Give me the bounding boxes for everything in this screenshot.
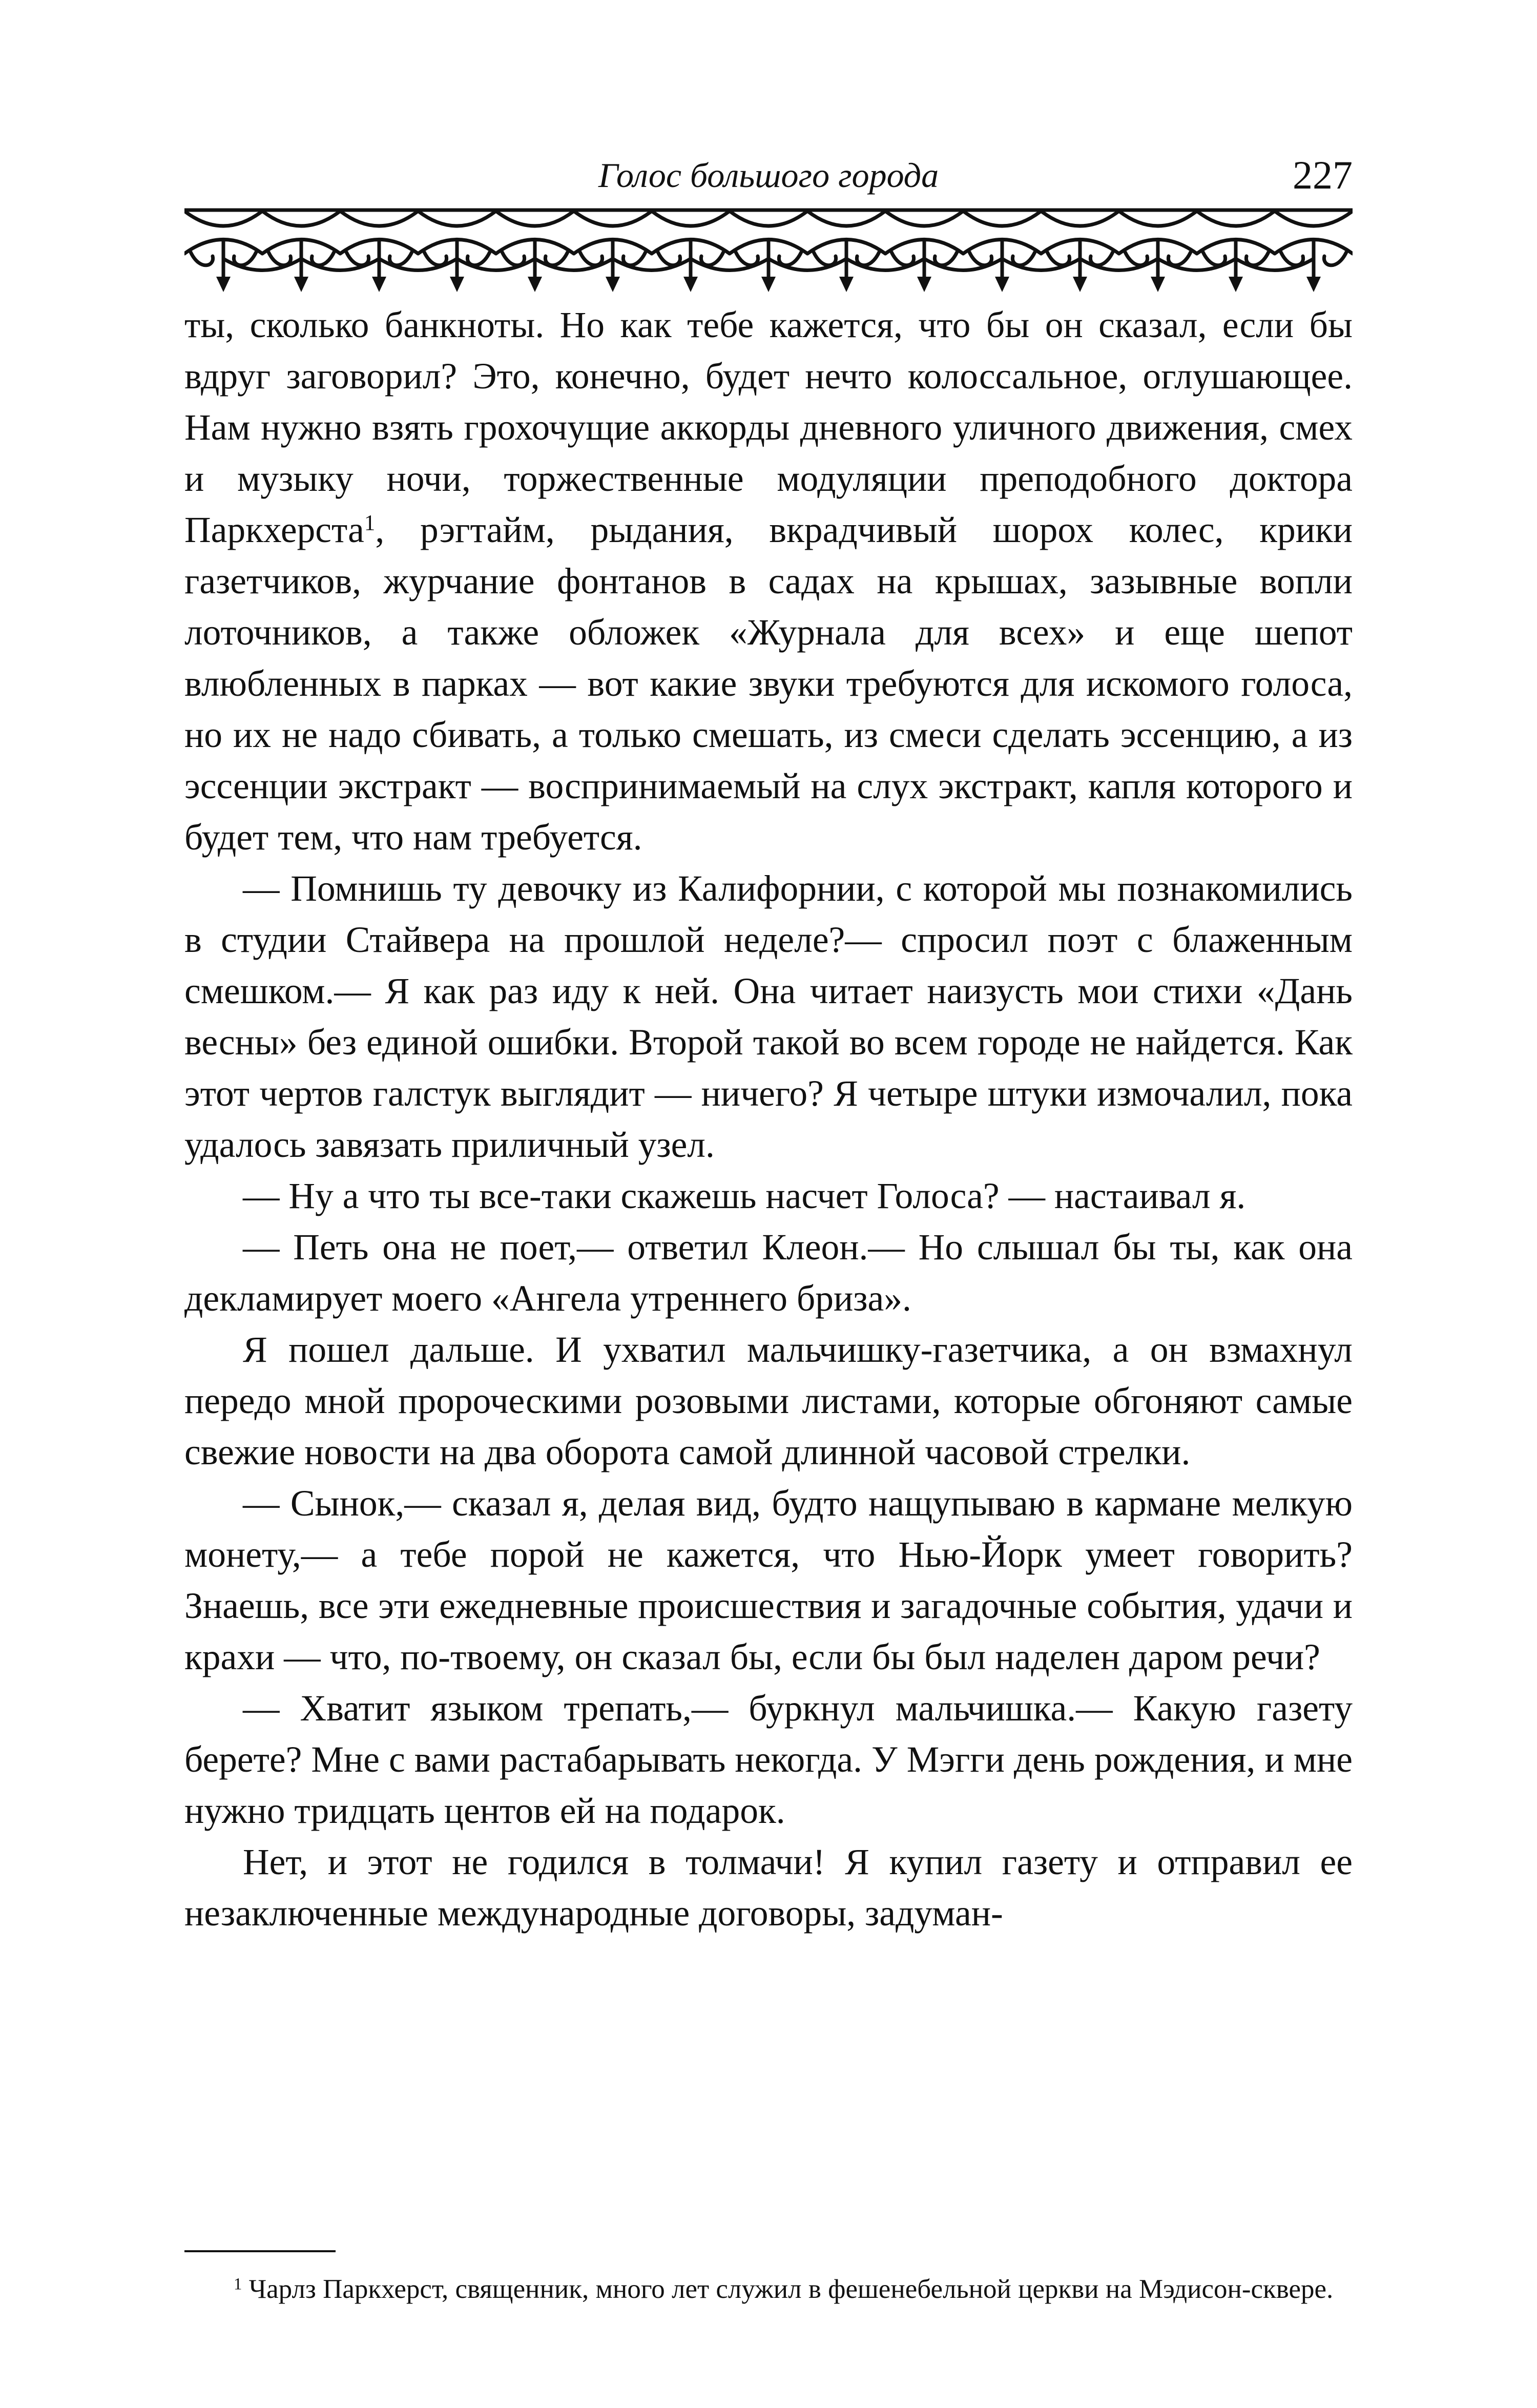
paragraph: Нет, и этот не годился в толмачи! Я купил газету и отправил ее незаключенные международные договоры, задуман- xyxy=(184,1842,1353,1934)
paragraph-text: ты, сколько банкноты. Но как тебе кажется, что бы он сказал, если бы вдруг заговорил? Это, конечно, будет нечто колоссальное, оглушающее. Нам нужно взять грохочущие аккорды дневного уличного движения, смех и музыку ночи, торжественные модуляции преподобного доктора Паркхерста xyxy=(184,305,1353,550)
paragraph xyxy=(184,300,1353,863)
footnote-reference: 1 xyxy=(364,511,376,535)
footnote-divider xyxy=(184,2250,336,2252)
paragraph: Я пошел дальше. И ухватил мальчишку-газетчика, а он взмахнул передо мной пророческими розовыми листами, которые обгоняют самые свежие новости на два оборота самой длинной часовой стрелки. xyxy=(184,1330,1353,1472)
paragraph: — Ну а что ты все-таки скажешь насчет Голоса? — настаивал я. xyxy=(243,1176,1246,1216)
footnote-text: Чарлз Паркхерст, священник, много лет служил в фешенебельной церкви на Мэдисон-сквере. xyxy=(248,2274,1334,2304)
decorative-header-border xyxy=(184,205,1353,295)
footnote-marker: 1 xyxy=(234,2275,242,2294)
paragraph: — Помнишь ту девочку из Калифорнии, с которой мы познакомились в студии Стайвера на прошлой неделе?— спросил поэт с блаженным смешком.— Я как раз иду к ней. Она читает наизусть мои стихи «Дань весны» без единой ошибки. Второй такой во всем городе не найдется. Как этот чертов галстук выглядит — ничего? Я четыре штуки измочалил, пока удалось завязать приличный узел. xyxy=(184,868,1353,1165)
running-title: Голос большого города xyxy=(598,156,939,195)
paragraph: — Сынок,— сказал я, делая вид, будто нащупываю в кармане мелкую монету,— а тебе порой не кажется, что Нью-Йорк умеет говорить? Знаешь, все эти ежедневные происшествия и загадочные события, удачи и крахи — что, по-твоему, он сказал бы, если бы был наделен даром речи? xyxy=(184,1483,1353,1677)
paragraph-text: , рэгтайм, рыдания, вкрадчивый шорох колес, крики газетчиков, журчание фонтанов в садах на крышах, зазывные вопли лоточников, а также обложек «Журнала для всех» и еще шепот влюбленных в парках — вот какие звуки требуются для искомого голоса, но их не надо сбивать, а только смешать, из смеси сделать эссенцию, а из эссенции экстракт — воспринимаемый на слух экстракт, капля которого и будет тем, что нам требуется. xyxy=(184,510,1353,858)
page-number: 227 xyxy=(1293,153,1353,197)
footnote xyxy=(184,2271,1353,2308)
paragraph: — Петь она не поет,— ответил Клеон.— Но слышал бы ты, как она декламирует моего «Ангела утреннего бриза». xyxy=(184,1227,1353,1319)
running-head xyxy=(184,150,1353,201)
body-text xyxy=(184,300,1353,1939)
paragraph: — Хватит языком трепать,— буркнул мальчишка.— Какую газету берете? Мне с вами растабарывать некогда. У Мэгги день рождения, и мне нужно тридцать центов ей на подарок. xyxy=(184,1688,1353,1831)
